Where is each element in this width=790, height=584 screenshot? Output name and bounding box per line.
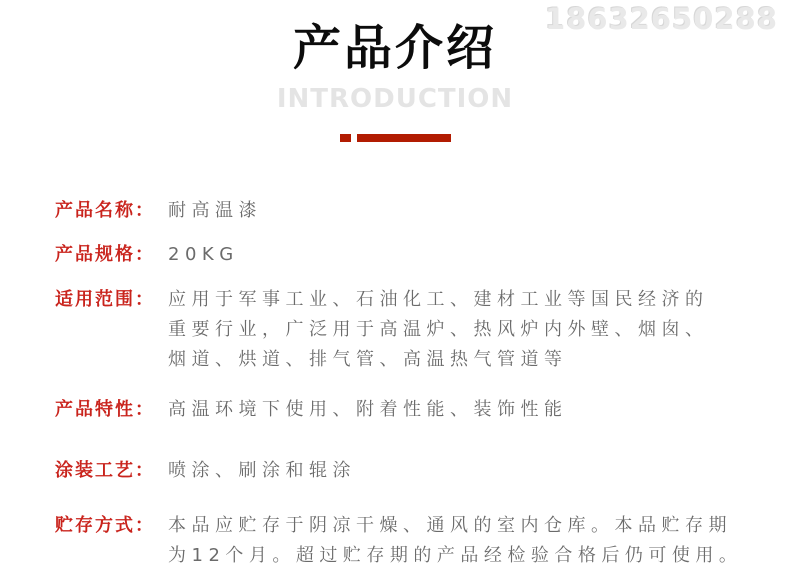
row-value-line: 重要行业，广泛用于高温炉、热风炉内外壁、烟囱、	[168, 319, 709, 340]
row-value-line: 喷涂、刷涂和辊涂	[168, 460, 356, 481]
title-divider	[0, 134, 790, 142]
info-row-product-features	[55, 395, 750, 425]
row-label: 产品规格：	[55, 244, 155, 265]
phone-watermark: 18632650288	[545, 2, 778, 36]
product-info-list	[55, 196, 750, 571]
row-value-line: 高温环境下使用、附着性能、装饰性能	[168, 399, 568, 420]
row-label: 贮存方式：	[55, 515, 155, 536]
row-label: 产品特性：	[55, 399, 155, 420]
row-value	[168, 240, 750, 270]
row-value-line: 本品应贮存于阴凉干燥、通风的室内仓库。本品贮存期	[168, 515, 732, 536]
row-label: 产品名称：	[55, 200, 155, 221]
page-subtitle: INTRODUCTION	[276, 84, 514, 114]
row-value	[168, 285, 750, 375]
row-value	[168, 456, 750, 486]
row-label: 涂装工艺：	[55, 460, 155, 481]
row-value-line: 20KG	[168, 244, 239, 265]
row-value-line: 应用于军事工业、石油化工、建材工业等国民经济的	[168, 289, 709, 310]
divider-square-shape	[340, 134, 351, 142]
page-title: 产品介绍	[292, 20, 497, 76]
info-row-product-name	[55, 196, 750, 226]
row-value	[168, 395, 750, 425]
row-label: 适用范围：	[55, 289, 155, 310]
divider-bar-shape	[357, 134, 451, 142]
row-value-line: 为12个月。超过贮存期的产品经检验合格后仍可使用。	[168, 545, 743, 566]
row-value	[168, 196, 750, 226]
row-value	[168, 511, 750, 571]
info-row-application-scope	[55, 285, 750, 375]
info-row-coating-process	[55, 456, 750, 486]
info-row-storage-method	[55, 511, 750, 571]
row-value-line: 烟道、烘道、排气管、高温热气管道等	[168, 349, 568, 370]
row-value-line: 耐高温漆	[168, 200, 262, 221]
info-row-product-spec	[55, 240, 750, 270]
